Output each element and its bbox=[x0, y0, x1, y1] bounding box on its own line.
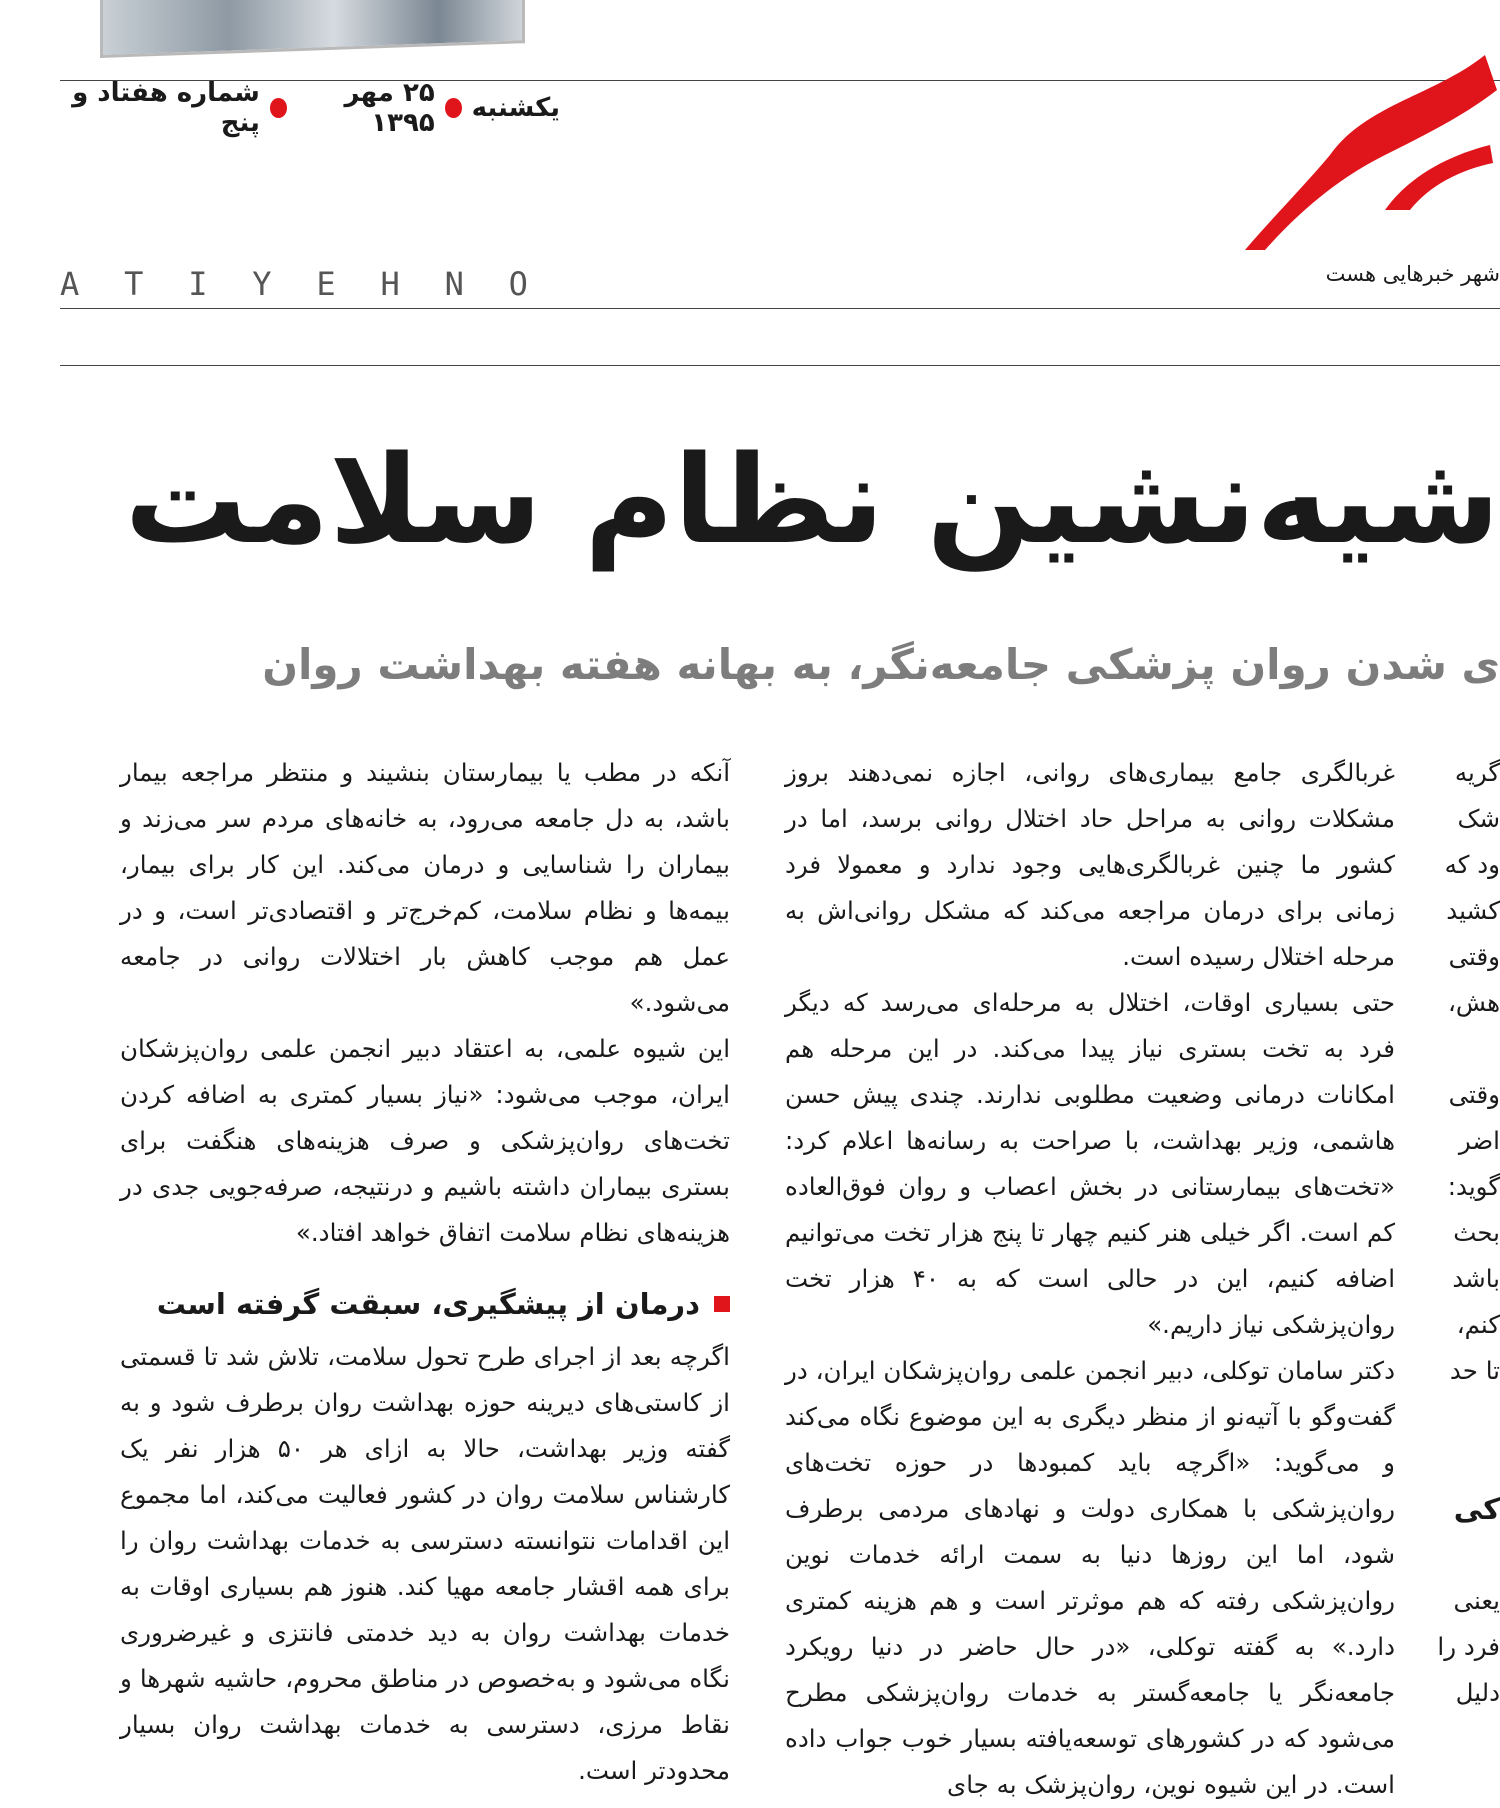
line-fragment: دلیل bbox=[1455, 1678, 1500, 1707]
masthead-letter: N bbox=[444, 265, 466, 303]
masthead-letter: Y bbox=[252, 265, 274, 303]
line-fragment: وقتی bbox=[1448, 942, 1500, 971]
line-gap bbox=[1448, 1026, 1500, 1072]
line-fragment: فرد را bbox=[1437, 1632, 1500, 1661]
line-fragment: اضر bbox=[1458, 1126, 1500, 1155]
line-fragment: هش، bbox=[1447, 988, 1500, 1017]
article-subheading-text: درمان از پیشگیری، سبقت گرفته است bbox=[156, 1287, 700, 1321]
line-fragment: کشید bbox=[1446, 896, 1500, 925]
line-fragment: گوید: bbox=[1447, 1172, 1500, 1201]
date-weekday: یکشنبه bbox=[471, 93, 560, 123]
article-column-left bbox=[120, 750, 731, 1785]
article-subhead: ی شدن روان پزشکی جامعه‌نگر، به بهانه هفته بهداشت روان bbox=[262, 640, 1500, 689]
masthead-letter: E bbox=[316, 265, 338, 303]
article-column-right-fragment bbox=[1437, 750, 1500, 1751]
red-dot-icon bbox=[270, 98, 287, 118]
article-column-middle bbox=[785, 750, 1396, 1799]
line-fragment: تا حد bbox=[1449, 1356, 1500, 1385]
masthead-letter: T bbox=[124, 265, 146, 303]
masthead-letter: O bbox=[508, 265, 530, 303]
line-fragment: گریه bbox=[1454, 758, 1500, 787]
article-paragraph: اگرچه بعد از اجرای طرح تحول سلامت، تلاش شد تا قسمتی از کاستی‌های دیرینه حوزه بهداشت روان برطرف شود و به گفته وزیر بهداشت، حالا به ازای هر ۵۰ هزار نفر یک کارشناس سلامت روان در کشور فعالیت می‌کند، اما مجموع این اقدامات نتوانسته دسترسی به خدمات بهداشت روان را برای همه اقشار جامعه مهیا کند. هنوز هم بسیاری اوقات به خدمات بهداشت روان به دید خدمتی فانتزی و غیرضروری نگاه می‌شود و به‌خصوص در مناطق محروم، حاشیه شهرها و نقاط مرزی، دسترسی به خدمات بهداشت روان بسیار محدودتر است. bbox=[120, 1342, 731, 1785]
masthead-letter: A bbox=[60, 265, 82, 303]
masthead-letter: I bbox=[188, 265, 210, 303]
line-fragment: ود که bbox=[1444, 850, 1500, 879]
red-square-icon bbox=[714, 1296, 730, 1312]
line-fragment: یعنی bbox=[1453, 1586, 1500, 1615]
line-fragment: باشد bbox=[1452, 1264, 1500, 1293]
article-subheading bbox=[120, 1274, 730, 1334]
line-fragment: شک bbox=[1457, 804, 1500, 833]
line-fragment: بحث bbox=[1453, 1218, 1500, 1247]
line-gap bbox=[1448, 1440, 1500, 1486]
date-full: ۲۵ مهر ۱۳۹۵ bbox=[344, 78, 435, 138]
line-fragment: کنم، bbox=[1456, 1310, 1500, 1339]
masthead-tagline: شهر خبرهایی هست bbox=[1325, 262, 1500, 286]
article-paragraph: غربالگری جامع بیماری‌های روانی، اجازه نمی‌دهند بروز مشکلات روانی به مراحل حاد اختلال روانی برسد، اما در کشور ما چنین غربالگری‌هایی وجود ندارد و معمولا فرد زمانی برای درمان مراجعه می‌کند که مشکل روانی‌اش به مرحله اختلال رسیده است. bbox=[785, 758, 1395, 971]
dateline bbox=[60, 78, 560, 138]
article-paragraph: دکتر سامان توکلی، دبیر انجمن علمی روان‌پزشکان ایران، در گفت‌وگو با آتیه‌نو از منظر دیگری به این موضوع نگاه می‌کند و می‌گوید: «اگرچه باید کمبودها در حوزه تخت‌های روان‌پزشکی با همکاری دولت و نهادهای مردمی برطرف شود، اما این روزها دنیا به سمت ارائه خدمات نوین روان‌پزشکی رفته که هم موثرتر است و هم هزینه کمتری دارد.» به گفته توکلی، «در حال حاضر در دنیا رویکرد جامعه‌نگر یا جامعه‌گستر به خدمات روان‌پزشکی مطرح می‌شود که در کشورهای توسعه‌یافته بسیار خوب جواب داده است. در این شیوه نوین، روان‌پزشک به جای bbox=[785, 1356, 1395, 1799]
line-fragment: کی bbox=[1453, 1492, 1500, 1526]
line-fragment: وقتی bbox=[1448, 1080, 1500, 1109]
masthead-letter: H bbox=[380, 265, 402, 303]
line-gap bbox=[1448, 1532, 1500, 1578]
article-paragraph: حتی بسیاری اوقات، اختلال به مرحله‌ای می‌رسد که دیگر فرد به تخت بستری نیاز پیدا می‌کند. در این مرحله هم امکانات درمانی وضعیت مطلوبی ندارند. چندی پیش حسن هاشمی، وزیر بهداشت، با صراحت به رسانه‌ها اعلام کرد: «تخت‌های بیمارستانی در بخش اعصاب و روان فوق‌العاده کم است. اگر خیلی هنر کنیم چهار تا پنج هزار تخت می‌توانیم اضافه کنیم، این در حالی است که به ۴۰ هزار تخت روان‌پزشکی نیاز داریم.» bbox=[785, 988, 1396, 1339]
issue-number: شماره هفتاد و پنج bbox=[72, 78, 260, 138]
masthead-latin-name bbox=[60, 264, 530, 304]
red-dot-icon bbox=[445, 98, 462, 118]
article-headline: شیه‌نشین نظام سلامت bbox=[124, 429, 1500, 571]
line-gap bbox=[1448, 1394, 1500, 1440]
header-photo bbox=[100, 0, 525, 58]
logo-swoosh-icon bbox=[1235, 35, 1500, 255]
section-rule bbox=[60, 365, 1500, 366]
masthead-rule bbox=[60, 308, 1500, 309]
article-paragraph: این شیوه علمی، به اعتقاد دبیر انجمن علمی روان‌پزشکان ایران، موجب می‌شود: «نیاز بسیار کمتری به اضافه کردن تخت‌های روان‌پزشکی و صرف هزینه‌های هنگفت برای بستری بیماران داشته باشیم و درنتیجه، صرفه‌جویی جدی در هزینه‌های نظام سلامت اتفاق خواهد افتاد.» bbox=[120, 1034, 730, 1247]
article-paragraph: آنکه در مطب یا بیمارستان بنشیند و منتظر مراجعه بیمار باشد، به دل جامعه می‌رود، به خانه‌های مردم سر می‌زند و بیماران را شناسایی و درمان می‌کند. این کار برای بیمار، بیمه‌ها و نظام سلامت، کم‌خرج‌تر و اقتصادی‌تر است، و در عمل هم موجب کاهش بار اختلالات روانی در جامعه می‌شود.» bbox=[120, 758, 730, 1017]
